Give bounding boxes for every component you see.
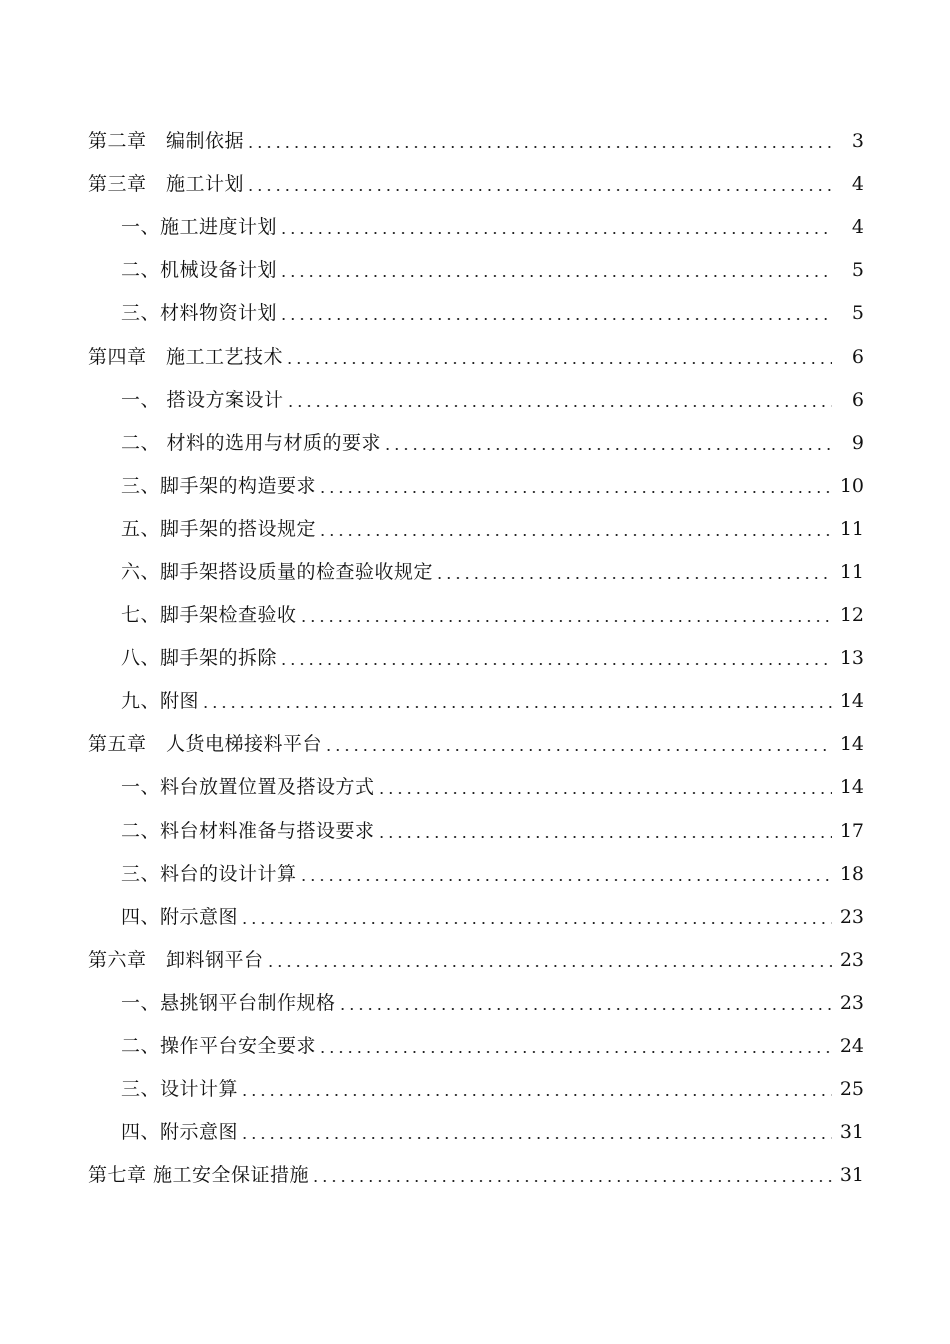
toc-page-number: 5 xyxy=(851,259,864,282)
toc-entry-title: 一、 搭设方案设计 xyxy=(121,388,284,411)
toc-entry-chapter-4[interactable] xyxy=(0,335,950,378)
toc-entry-section[interactable] xyxy=(0,1025,950,1068)
toc-page-number: 9 xyxy=(851,431,864,454)
toc-entry-title: 一、料台放置位置及搭设方式 xyxy=(121,776,375,799)
toc-entry-title: 第六章 卸料钢平台 xyxy=(88,948,264,971)
toc-entry-section[interactable] xyxy=(0,249,950,292)
toc-entry-chapter-6[interactable] xyxy=(0,939,950,982)
toc-entry-section[interactable] xyxy=(0,982,950,1025)
toc-entry-title: 五、脚手架的搭设规定 xyxy=(121,517,317,540)
dot-leader xyxy=(311,1166,832,1185)
toc-entry-section[interactable] xyxy=(0,379,950,422)
toc-page-number: 17 xyxy=(839,819,864,842)
toc-entry-title: 三、材料物资计划 xyxy=(121,302,278,325)
toc-entry-title: 二、 材料的选用与材质的要求 xyxy=(121,431,382,454)
table-of-contents xyxy=(0,120,950,1197)
dot-leader xyxy=(338,994,832,1013)
toc-entry-title: 第三章 施工计划 xyxy=(88,173,245,196)
toc-page-number: 18 xyxy=(839,862,864,885)
toc-entry-chapter-2[interactable] xyxy=(0,120,950,163)
dot-leader xyxy=(240,908,832,927)
toc-page-number: 4 xyxy=(851,216,864,239)
toc-entry-section[interactable] xyxy=(0,1068,950,1111)
dot-leader xyxy=(246,175,832,194)
toc-entry-section[interactable] xyxy=(0,508,950,551)
toc-entry-section[interactable] xyxy=(0,551,950,594)
dot-leader xyxy=(285,348,832,367)
dot-leader xyxy=(279,261,832,280)
toc-page-number: 6 xyxy=(851,388,864,411)
dot-leader xyxy=(318,477,832,496)
toc-entry-title: 四、附示意图 xyxy=(121,1121,239,1144)
toc-page-number: 6 xyxy=(851,345,864,368)
dot-leader xyxy=(201,692,832,711)
toc-page-number: 4 xyxy=(851,173,864,196)
toc-entry-title: 四、附示意图 xyxy=(121,905,239,928)
toc-entry-title: 第二章 编制依据 xyxy=(88,130,245,153)
toc-entry-title: 三、设计计算 xyxy=(121,1078,239,1101)
toc-page-number: 11 xyxy=(839,560,864,583)
toc-entry-section[interactable] xyxy=(0,680,950,723)
dot-leader xyxy=(279,649,832,668)
toc-entry-section[interactable] xyxy=(0,206,950,249)
toc-entry-title: 六、脚手架搭设质量的检查验收规定 xyxy=(121,560,434,583)
dot-leader xyxy=(279,304,832,323)
toc-page-number: 5 xyxy=(851,302,864,325)
toc-entry-chapter-5[interactable] xyxy=(0,723,950,766)
toc-entry-title: 二、料台材料准备与搭设要求 xyxy=(121,819,375,842)
toc-page-number: 11 xyxy=(839,517,864,540)
toc-entry-section[interactable] xyxy=(0,853,950,896)
dot-leader xyxy=(286,391,832,410)
toc-entry-title: 一、施工进度计划 xyxy=(121,216,278,239)
toc-page-number: 14 xyxy=(839,690,864,713)
dot-leader xyxy=(383,434,832,453)
toc-entry-section[interactable] xyxy=(0,810,950,853)
toc-entry-title: 二、操作平台安全要求 xyxy=(121,1035,317,1058)
toc-page-number: 14 xyxy=(839,776,864,799)
toc-page-number: 31 xyxy=(839,1121,864,1144)
toc-entry-section[interactable] xyxy=(0,766,950,809)
toc-page-number: 31 xyxy=(839,1164,864,1187)
toc-page-number: 14 xyxy=(839,733,864,756)
toc-page-number: 25 xyxy=(839,1078,864,1101)
toc-entry-title: 七、脚手架检查验收 xyxy=(121,604,297,627)
toc-entry-title: 一、悬挑钢平台制作规格 xyxy=(121,991,336,1014)
toc-entry-title: 第四章 施工工艺技术 xyxy=(88,345,284,368)
toc-entry-section[interactable] xyxy=(0,594,950,637)
toc-entry-chapter-7[interactable] xyxy=(0,1154,950,1197)
toc-page-number: 12 xyxy=(839,604,864,627)
toc-entry-title: 第五章 人货电梯接料平台 xyxy=(88,733,323,756)
dot-leader xyxy=(377,778,832,797)
toc-entry-chapter-3[interactable] xyxy=(0,163,950,206)
dot-leader xyxy=(318,520,832,539)
dot-leader xyxy=(246,132,832,151)
dot-leader xyxy=(377,822,832,841)
toc-page-number: 23 xyxy=(839,905,864,928)
dot-leader xyxy=(435,563,832,582)
toc-page-number: 3 xyxy=(851,130,864,153)
toc-entry-section[interactable] xyxy=(0,896,950,939)
toc-entry-title: 八、脚手架的拆除 xyxy=(121,647,278,670)
dot-leader xyxy=(318,1037,832,1056)
toc-page-number: 13 xyxy=(839,647,864,670)
toc-entry-title: 三、料台的设计计算 xyxy=(121,862,297,885)
dot-leader xyxy=(240,1123,832,1142)
dot-leader xyxy=(266,951,832,970)
toc-entry-section[interactable] xyxy=(0,637,950,680)
dot-leader xyxy=(279,218,832,237)
toc-entry-title: 九、附图 xyxy=(121,690,200,713)
toc-page-number: 23 xyxy=(839,991,864,1014)
dot-leader xyxy=(324,735,832,754)
toc-entry-title: 第七章 施工安全保证措施 xyxy=(88,1164,310,1187)
toc-page-number: 10 xyxy=(839,474,864,497)
toc-entry-section[interactable] xyxy=(0,422,950,465)
toc-entry-section[interactable] xyxy=(0,292,950,335)
toc-entry-section[interactable] xyxy=(0,465,950,508)
dot-leader xyxy=(299,606,832,625)
toc-entry-section[interactable] xyxy=(0,1111,950,1154)
dot-leader xyxy=(240,1080,832,1099)
toc-entry-title: 二、机械设备计划 xyxy=(121,259,278,282)
toc-page-number: 24 xyxy=(839,1035,864,1058)
toc-page-number: 23 xyxy=(839,948,864,971)
toc-entry-title: 三、脚手架的构造要求 xyxy=(121,474,317,497)
dot-leader xyxy=(299,865,832,884)
